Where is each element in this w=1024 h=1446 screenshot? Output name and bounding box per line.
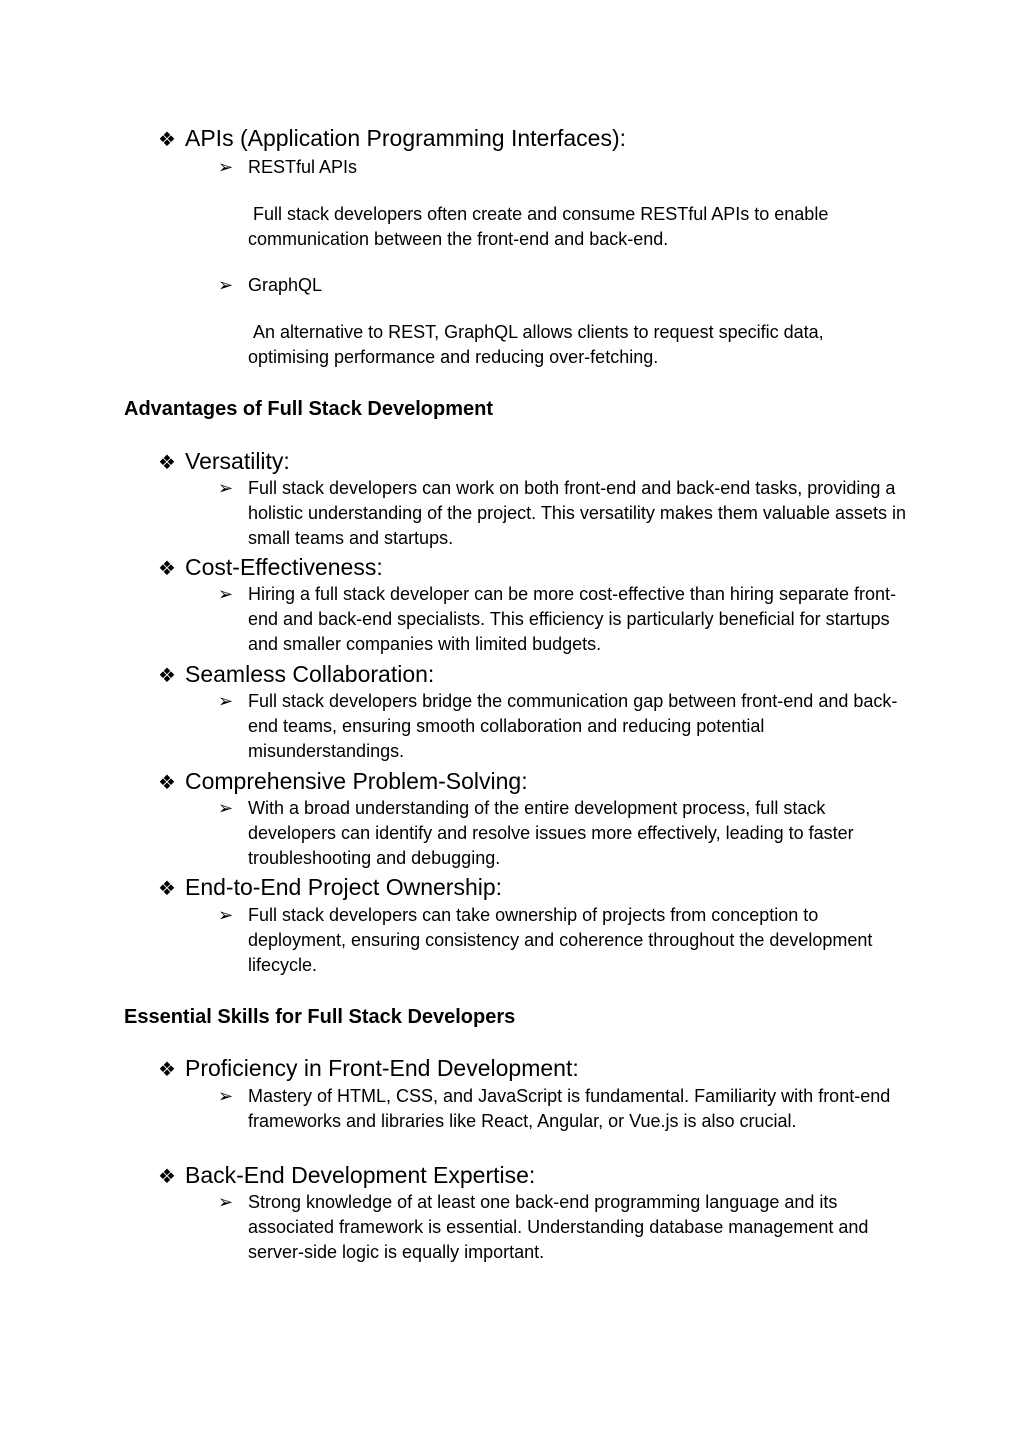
skill-title: Proficiency in Front-End Development: [185,1055,579,1081]
advantage-detail-ownership [218,903,908,978]
arrow-bullet-icon: ➢ [218,691,234,711]
restful-label: RESTful APIs [248,157,358,177]
advantage-title: Seamless Collaboration: [185,661,435,687]
skill-title: Back-End Development Expertise: [185,1162,536,1188]
arrow-bullet-icon: ➢ [218,584,234,604]
arrow-bullet-icon: ➢ [218,157,234,177]
advantage-title: Comprehensive Problem-Solving: [185,768,528,794]
graphql-item [218,273,908,298]
advantage-item-cost [158,553,383,583]
advantage-detail: Full stack developers can work on both front-end and back-end tasks, providing a holistic understanding of the project. This versatility makes them valuable assets in small teams and startups. [248,478,906,548]
diamond-bullet-icon: ❖ [158,665,176,687]
diamond-bullet-icon: ❖ [158,452,176,474]
skill-detail: Mastery of HTML, CSS, and JavaScript is fundamental. Familiarity with front-end frameworks and libraries like React, Angular, or Vue.js is also crucial. [248,1086,891,1131]
advantages-heading: Advantages of Full Stack Development [124,398,493,420]
advantage-detail: Full stack developers bridge the communication gap between front-end and back-end teams, ensuring smooth collaboration and reducing potential misunderstandings. [248,691,898,761]
diamond-bullet-icon: ❖ [158,878,176,900]
skill-detail-front-end [218,1084,908,1134]
arrow-bullet-icon: ➢ [218,1192,234,1212]
diamond-bullet-icon: ❖ [158,1059,176,1081]
diamond-bullet-icon: ❖ [158,129,176,151]
arrow-bullet-icon: ➢ [218,478,234,498]
arrow-bullet-icon: ➢ [218,275,234,295]
advantage-detail: Hiring a full stack developer can be more cost-effective than hiring separate front-end and back-end specialists. This efficiency is particularly beneficial for startups and smaller companies with limited budgets. [248,584,896,654]
advantage-detail: Full stack developers can take ownership of projects from conception to deployment, ensuring consistency and coherence throughout the development lifecycle. [248,905,873,975]
arrow-bullet-icon: ➢ [218,798,234,818]
diamond-bullet-icon: ❖ [158,772,176,794]
apis-title: APIs (Application Programming Interfaces): [185,125,627,151]
graphql-label: GraphQL [248,275,323,295]
arrow-bullet-icon: ➢ [218,905,234,925]
advantage-title: End-to-End Project Ownership: [185,874,503,900]
advantage-detail-versatility [218,476,908,551]
advantage-item-collaboration [158,660,434,690]
advantage-detail-collaboration [218,689,908,764]
restful-description: Full stack developers often create and consume RESTful APIs to enable communication between the front-end and back-end. [248,204,834,249]
advantage-item-problem-solving [158,767,528,797]
arrow-bullet-icon: ➢ [218,1086,234,1106]
diamond-bullet-icon: ❖ [158,558,176,580]
skill-item-front-end [158,1054,579,1084]
restful-item [218,155,908,180]
advantage-detail-problem-solving [218,796,908,871]
skill-item-back-end [158,1161,535,1191]
apis-item [158,124,626,154]
advantage-item-versatility [158,447,290,477]
advantage-item-ownership [158,873,502,903]
advantage-detail: With a broad understanding of the entire development process, full stack developers can identify and resolve issues more effectively, leading to faster troubleshooting and debugging. [248,798,854,868]
graphql-description: An alternative to REST, GraphQL allows clients to request specific data, optimising performance and reducing over-fetching. [248,322,829,367]
diamond-bullet-icon: ❖ [158,1166,176,1188]
advantage-detail-cost [218,582,908,657]
skills-heading: Essential Skills for Full Stack Developers [124,1006,516,1028]
skill-detail-back-end [218,1190,908,1265]
advantage-title: Cost-Effectiveness: [185,554,383,580]
advantage-title: Versatility: [185,448,290,474]
skill-detail: Strong knowledge of at least one back-end programming language and its associated framework is essential. Understanding database management and server-side logic is equally important. [248,1192,869,1262]
